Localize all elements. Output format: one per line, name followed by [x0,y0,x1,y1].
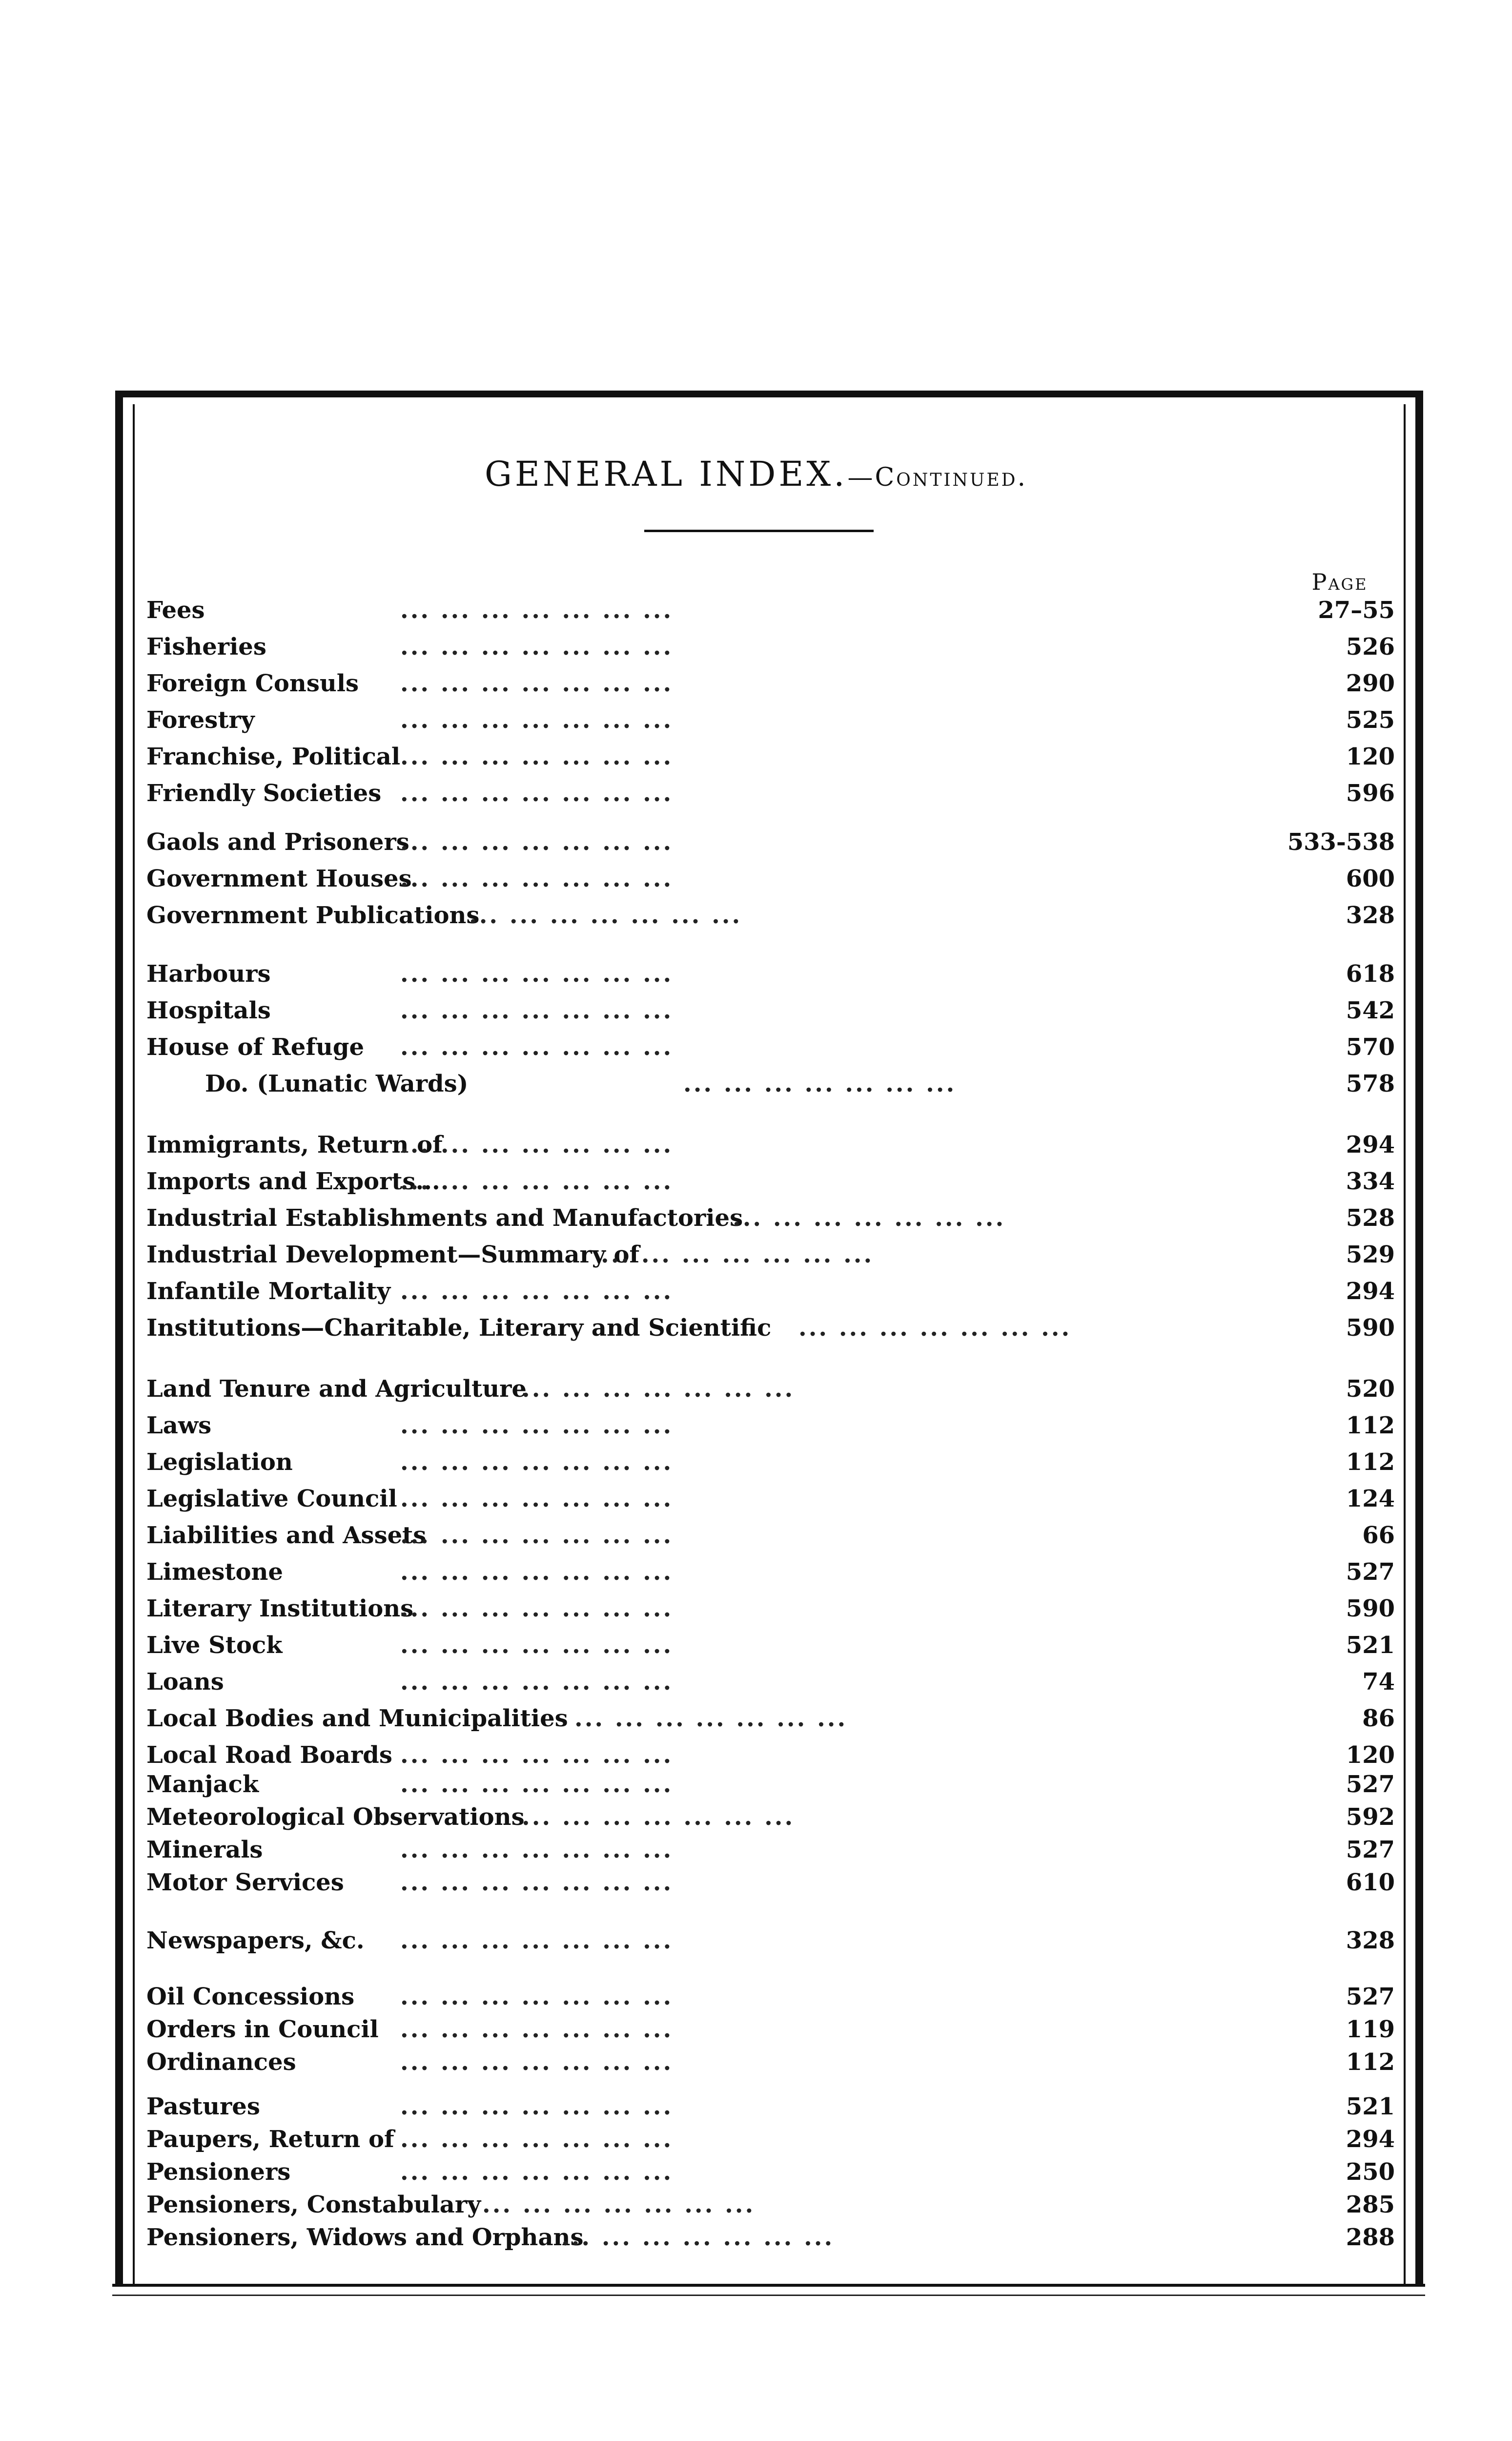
entry-label: Do. (Lunatic Wards) [205,1070,469,1097]
leader-dots: ... ... ... ... ... ... ... [400,1131,674,1158]
index-entry-row [0,1800,1512,1834]
entry-label: Industrial Establishments and Manufactories [146,1204,743,1232]
index-entry-row [0,1067,1512,1101]
entry-page-number: 525 [1346,706,1395,734]
index-entry-row [0,1311,1512,1345]
entry-page-number: 120 [1346,743,1395,770]
index-entry-row [0,593,1512,627]
entry-label: Limestone [146,1558,283,1586]
leader-dots: ... ... ... ... ... ... ... [400,2158,674,2186]
entry-page-number: 521 [1346,1632,1395,1659]
index-entry-row [0,1767,1512,1801]
entry-label: Hospitals [146,997,271,1024]
entry-page-number: 119 [1346,2016,1395,2043]
entry-label: Harbours [146,960,271,988]
index-entry-row [0,1201,1512,1235]
index-entry-row [0,1482,1512,1516]
leader-dots: ... ... ... ... ... ... ... [400,1558,674,1586]
entry-page-number: 610 [1346,1869,1395,1896]
leader-dots: ... ... ... ... ... ... ... [400,1595,674,1622]
entry-page-number: 526 [1346,633,1395,661]
index-entry-row [0,2012,1512,2047]
index-entry-row [0,993,1512,1028]
entry-label: Franchise, Political [146,743,401,770]
title-text: GENERAL INDEX. [484,454,848,494]
entry-label: Pensioners, Constabulary [146,2191,481,2218]
leader-dots: ... ... ... ... ... ... ... [400,1278,674,1305]
entry-page-number: 578 [1346,1070,1395,1097]
entry-label: Liabilities and Assets [146,1522,427,1549]
entry-page-number: 112 [1346,1412,1395,1439]
leader-dots: ... ... ... ... ... ... ... [400,2093,674,2120]
index-entry-row [0,1372,1512,1406]
entry-page-number: 328 [1346,1927,1395,1954]
leader-dots: ... ... ... ... ... ... ... [400,633,674,661]
leader-dots: ... ... ... ... ... ... ... [400,743,674,770]
title-continued: —Continued. [847,463,1028,492]
entry-label: Pensioners [146,2158,291,2186]
entry-page-number: 86 [1362,1705,1395,1732]
entry-label: Local Road Boards [146,1741,392,1769]
entry-label: Friendly Societies [146,780,382,807]
leader-dots: ... ... ... ... ... ... ... [522,1375,795,1403]
index-entry-row [0,957,1512,991]
leader-dots: ... ... ... ... ... ... ... [400,960,674,988]
leader-dots: ... ... ... ... ... ... ... [400,1034,674,1061]
leader-dots: ... ... ... ... ... ... ... [574,1705,848,1732]
entry-page-number: 527 [1346,1983,1395,2010]
index-entry-row [0,1833,1512,1867]
entry-page-number: 521 [1346,2093,1395,2120]
leader-dots: ... ... ... ... ... ... ... [400,1522,674,1549]
entry-label: Paupers, Return of [146,2126,394,2153]
entry-label: Government Publications [146,902,480,929]
index-entry-row [0,776,1512,810]
entry-page-number: 618 [1346,960,1395,988]
entry-label: Land Tenure and Agriculture [146,1375,527,1403]
index-entry-row [0,2188,1512,2222]
index-entry-row [0,2045,1512,2079]
entry-label: Fisheries [146,633,266,661]
entry-page-number: 542 [1346,997,1395,1024]
entry-page-number: 529 [1346,1241,1395,1268]
index-entry-row [0,2220,1512,2255]
entry-label: Orders in Council [146,2016,379,2043]
leader-dots: ... ... ... ... ... ... ... [482,2191,756,2218]
leader-dots: ... ... ... ... ... ... ... [561,2224,835,2251]
index-entry-row [0,666,1512,701]
entry-page-number: 112 [1346,2048,1395,2076]
entry-page-number: 294 [1346,2126,1395,2153]
index-entry-row [0,1408,1512,1443]
entry-label: Institutions—Charitable, Literary and Scientific [146,1314,772,1342]
index-entry-row [0,1665,1512,1699]
index-entry-row [0,1865,1512,1900]
index-entry-row [0,703,1512,737]
entry-label: Motor Services [146,1869,344,1896]
entry-label: Loans [146,1668,224,1696]
entry-label: Ordinances [146,2048,296,2076]
leader-dots: ... ... ... ... ... ... ... [733,1204,1006,1232]
index-entry-row [0,2122,1512,2156]
entry-label: Legislation [146,1448,293,1476]
entry-label: Gaols and Prisoners [146,828,409,856]
leader-dots: ... ... ... ... ... ... ... [400,1448,674,1476]
page-column-header: Page [1311,569,1368,595]
index-entry-row [0,2089,1512,2124]
entry-label: Manjack [146,1771,259,1798]
entry-label: Government Houses [146,865,412,892]
leader-dots: ... ... ... ... ... ... ... [400,1983,674,2010]
entry-page-number: 66 [1362,1522,1395,1549]
leader-dots: ... ... ... ... ... ... ... [601,1241,874,1268]
leader-dots: ... ... ... ... ... ... ... [522,1803,795,1831]
entry-qualifier: (Lunatic Wards) [248,1070,469,1097]
index-entry-row [0,1555,1512,1589]
index-entry-row [0,1164,1512,1199]
index-entry-row [0,825,1512,859]
index-entry-row [0,1924,1512,1958]
entry-page-number: 590 [1346,1595,1395,1622]
entry-label: Meteorological Observations [146,1803,525,1831]
index-entry-row [0,862,1512,896]
entry-label: Newspapers, &c. [146,1927,365,1954]
index-entry-row [0,1592,1512,1626]
index-entry-row [0,1274,1512,1308]
entry-label: Pastures [146,2093,260,2120]
entry-label: Literary Institutions [146,1595,414,1622]
entry-label: Forestry [146,706,255,734]
entry-page-number: 74 [1362,1668,1395,1696]
index-entry-row [0,630,1512,664]
index-entry-row [0,2155,1512,2189]
leader-dots: ... ... ... ... ... ... ... [400,1412,674,1439]
leader-dots: ... ... ... ... ... ... ... [400,1927,674,1954]
entry-label: Fees [146,597,205,624]
leader-dots: ... ... ... ... ... ... ... [400,865,674,892]
entry-page-number: 328 [1346,902,1395,929]
entry-label: House of Refuge [146,1034,364,1061]
entry-page-number: 527 [1346,1771,1395,1798]
leader-dots: ... ... ... ... ... ... ... [400,1771,674,1798]
leader-dots: ... ... ... ... ... ... ... [798,1314,1072,1342]
entry-page-number: 112 [1346,1448,1395,1476]
entry-label: Live Stock [146,1632,283,1659]
index-entry-row [0,1518,1512,1552]
entry-page-number: 600 [1346,865,1395,892]
index-entry-row [0,1128,1512,1162]
entry-page-number: 294 [1346,1278,1395,1305]
entry-label: Local Bodies and Municipalities [146,1705,568,1732]
entry-page-number: 533-538 [1287,828,1395,856]
entry-page-number: 596 [1346,780,1395,807]
entry-label: Oil Concessions [146,1983,355,2010]
leader-dots: ... ... ... ... ... ... ... [400,1668,674,1696]
leader-dots: ... ... ... ... ... ... ... [400,828,674,856]
index-entry-row [0,1445,1512,1479]
entry-page-number: 294 [1346,1131,1395,1158]
entry-page-number: 124 [1346,1485,1395,1512]
entry-label: Legislative Council [146,1485,397,1512]
leader-dots: ... ... ... ... ... ... ... [400,1869,674,1896]
entry-label: Immigrants, Return of [146,1131,443,1158]
leader-dots: ... ... ... ... ... ... ... [400,1168,674,1195]
entry-page-number: 590 [1346,1314,1395,1342]
entry-page-number: 520 [1346,1375,1395,1403]
entry-page-number: 527 [1346,1836,1395,1863]
index-entry-row [0,1628,1512,1662]
leader-dots: ... ... ... ... ... ... ... [683,1070,957,1097]
index-entry-row [0,1701,1512,1736]
entry-label: Pensioners, Widows and Orphans [146,2224,584,2251]
entry-page-number: 288 [1346,2224,1395,2251]
leader-dots: ... ... ... ... ... ... ... [400,997,674,1024]
leader-dots: ... ... ... ... ... ... ... [400,780,674,807]
entry-label: Industrial Development—Summary of [146,1241,640,1268]
entry-page-number: 285 [1346,2191,1395,2218]
leader-dots: ... ... ... ... ... ... ... [400,1836,674,1863]
index-entry-row [0,898,1512,932]
leader-dots: ... ... ... ... ... ... ... [400,1741,674,1769]
index-entry-row [0,740,1512,774]
index-entry-row [0,1030,1512,1064]
entry-page-number: 570 [1346,1034,1395,1061]
entry-page-number: 290 [1346,670,1395,697]
leader-dots: ... ... ... ... ... ... ... [400,706,674,734]
entry-label: Foreign Consuls [146,670,359,697]
entry-label: Infantile Mortality [146,1278,391,1305]
entry-label: Laws [146,1412,212,1439]
leader-dots: ... ... ... ... ... ... ... [400,1632,674,1659]
entry-page-number: 120 [1346,1741,1395,1769]
entry-page-number: 527 [1346,1558,1395,1586]
entry-page-number: 250 [1346,2158,1395,2186]
entry-page-number: 27–55 [1318,597,1395,624]
leader-dots: ... ... ... ... ... ... ... [400,1485,674,1512]
leader-dots: ... ... ... ... ... ... ... [400,670,674,697]
entry-page-number: 334 [1346,1168,1395,1195]
leader-dots: ... ... ... ... ... ... ... [400,2048,674,2076]
leader-dots: ... ... ... ... ... ... ... [400,597,674,624]
entry-label: Imports and Exports... [146,1168,440,1195]
index-entry-row [0,1238,1512,1272]
entry-page-number: 592 [1346,1803,1395,1831]
entry-page-number: 528 [1346,1204,1395,1232]
index-entry-row [0,1980,1512,2014]
entry-label: Minerals [146,1836,263,1863]
leader-dots: ... ... ... ... ... ... ... [400,2126,674,2153]
leader-dots: ... ... ... ... ... ... ... [400,2016,674,2043]
leader-dots: ... ... ... ... ... ... ... [469,902,742,929]
